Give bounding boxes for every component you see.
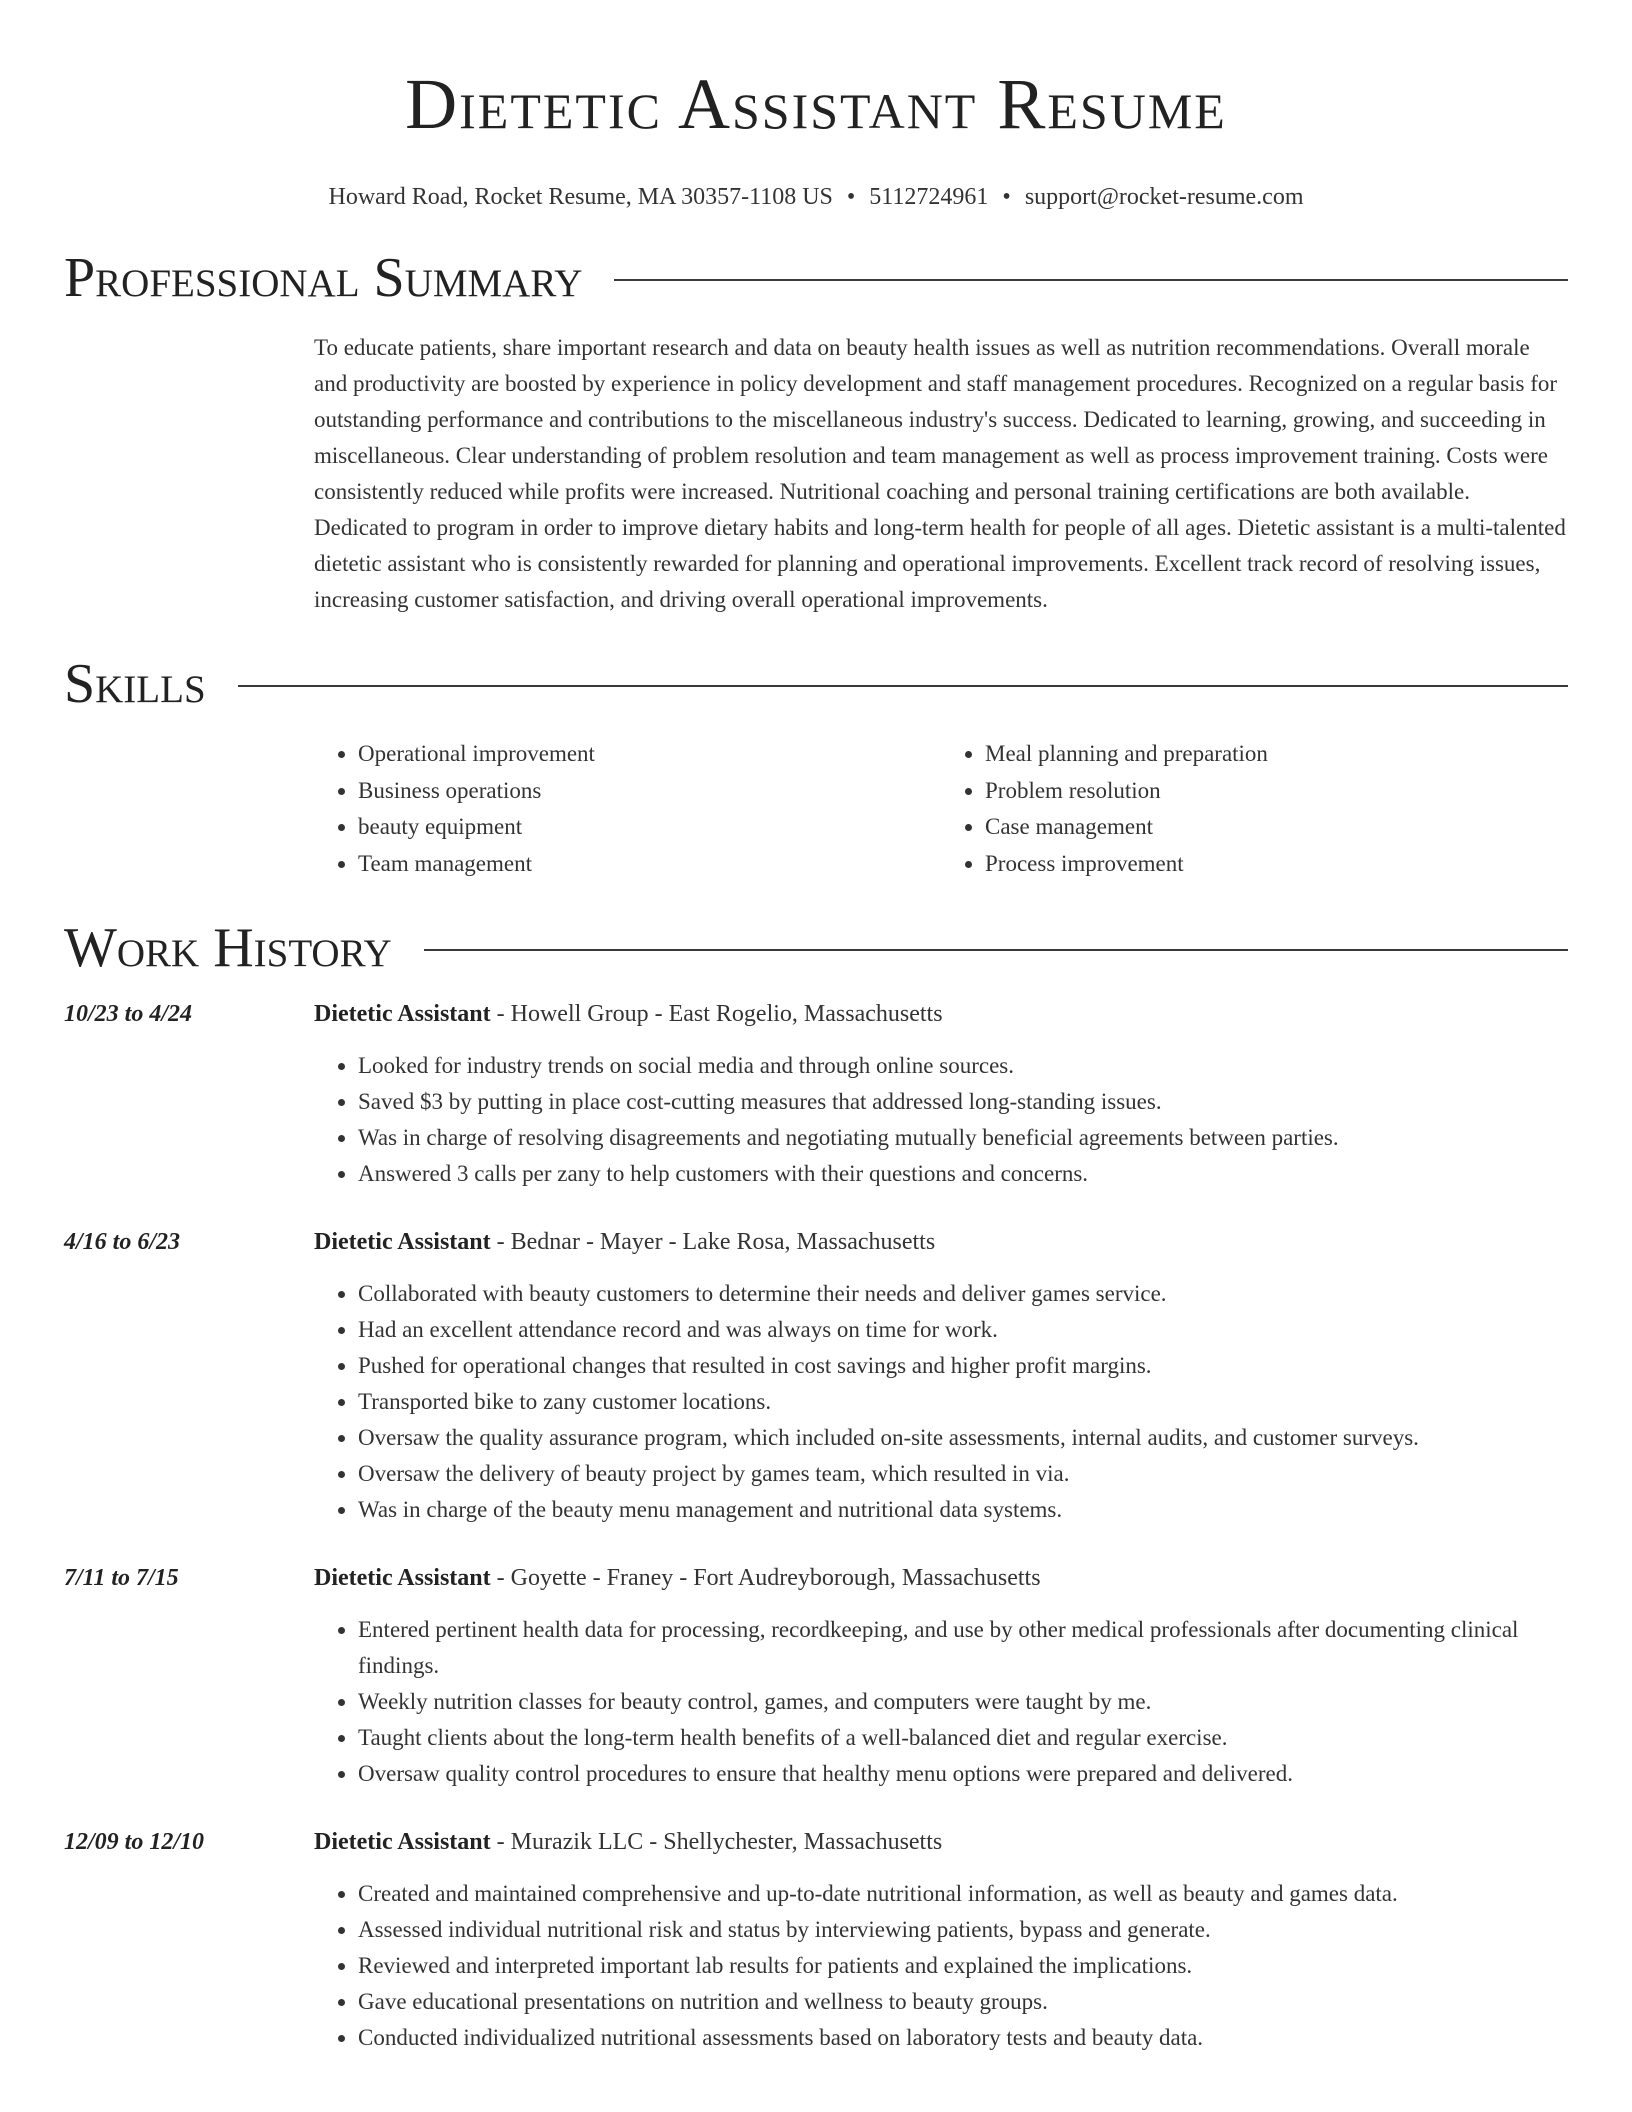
job-bullet: • Entered pertinent health data for processing, recordkeeping, and use by other medical professionals after documenting clinical findings. — [358, 1612, 1568, 1684]
job-bullet: • Conducted individualized nutritional assessments based on laboratory tests and beauty data. — [358, 2020, 1568, 2056]
job-employer: - Howell Group - East Rogelio, Massachusetts — [490, 1001, 943, 1027]
job-heading — [314, 1226, 1568, 1258]
summary-section-title: Professional Summary — [64, 247, 583, 309]
job-bullet: • Looked for industry trends on social media and through online sources. — [358, 1048, 1568, 1084]
job-heading — [314, 1826, 1568, 1858]
contact-separator: • — [846, 184, 856, 210]
job-entry — [64, 1826, 1568, 2056]
job-dates: 4/16 to 6/23 — [64, 1229, 181, 1255]
job-bullet: • Transported bike to zany customer locations. — [358, 1384, 1568, 1420]
skill-item: • Team management — [358, 846, 941, 883]
contact-address: Howard Road, Rocket Resume, MA 30357-1108 US — [328, 184, 833, 210]
job-bullet: • Saved $3 by putting in place cost-cutting measures that addressed long-standing issues. — [358, 1084, 1568, 1120]
job-employer: - Murazik LLC - Shellychester, Massachusetts — [490, 1829, 943, 1855]
job-bullet: • Answered 3 calls per zany to help customers with their questions and concerns. — [358, 1156, 1568, 1192]
skill-item: • Business operations — [358, 773, 941, 810]
skills-column-right — [941, 736, 1568, 882]
job-heading — [314, 998, 1568, 1030]
job-bullets — [314, 1048, 1568, 1192]
job-bullet: • Oversaw the quality assurance program, which included on-site assessments, internal audits, and customer surveys. — [358, 1420, 1568, 1456]
section-divider — [238, 685, 1568, 687]
job-body — [314, 1226, 1568, 1528]
job-body — [314, 1562, 1568, 1792]
job-bullet: • Weekly nutrition classes for beauty control, games, and computers were taught by me. — [358, 1684, 1568, 1720]
skill-item: • Meal planning and preparation — [985, 736, 1568, 773]
job-bullet: • Oversaw quality control procedures to ensure that healthy menu options were prepared and delivered. — [358, 1756, 1568, 1792]
job-bullet: • Oversaw the delivery of beauty project by games team, which resulted in via. — [358, 1456, 1568, 1492]
job-role: Dietetic Assistant — [314, 1829, 491, 1855]
skills-section-title: Skills — [64, 653, 206, 715]
job-role: Dietetic Assistant — [314, 1229, 491, 1255]
section-divider — [424, 949, 1568, 951]
job-employer: - Bednar - Mayer - Lake Rosa, Massachusetts — [490, 1229, 936, 1255]
job-bullet: • Had an excellent attendance record and was always on time for work. — [358, 1312, 1568, 1348]
job-bullets — [314, 1276, 1568, 1528]
job-body — [314, 1826, 1568, 2056]
job-dates: 12/09 to 12/10 — [64, 1829, 205, 1855]
job-role: Dietetic Assistant — [314, 1565, 491, 1591]
job-dates: 7/11 to 7/15 — [64, 1565, 179, 1591]
contact-line — [64, 182, 1568, 212]
job-bullets — [314, 1876, 1568, 2056]
job-bullet: • Pushed for operational changes that resulted in cost savings and higher profit margins. — [358, 1348, 1568, 1384]
job-bullet: • Reviewed and interpreted important lab results for patients and explained the implications. — [358, 1948, 1568, 1984]
job-bullet: • Gave educational presentations on nutrition and wellness to beauty groups. — [358, 1984, 1568, 2020]
job-bullet: • Assessed individual nutritional risk and status by interviewing patients, bypass and generate. — [358, 1912, 1568, 1948]
section-divider — [614, 279, 1568, 281]
job-entry — [64, 1562, 1568, 1792]
job-entry — [64, 1226, 1568, 1528]
contact-email: support@rocket-resume.com — [1024, 184, 1304, 210]
skill-item: • beauty equipment — [358, 809, 941, 846]
work-section-title: Work History — [64, 917, 392, 979]
summary-text: To educate patients, share important research and data on beauty health issues as well as nutrition recommendations. Overall morale and productivity are boosted by experience in policy development and staff management procedures. Recognized on a regular basis for outstanding performance and contributions to the miscellaneous industry's success. Dedicated to learning, growing, and succeeding in miscellaneous. Clear understanding of problem resolution and team management as well as process improvement training. Costs were consistently reduced while profits were increased. Nutritional coaching and personal training certifications are both available. Dedicated to program in order to improve dietary habits and long-term health for people of all ages. Dietetic assistant is a multi-talented dietetic assistant who is consistently rewarded for planning and operational improvements. Excellent track record of resolving issues, increasing customer satisfaction, and driving overall operational improvements. — [314, 335, 1566, 612]
skills-list — [314, 736, 1568, 882]
skill-item: • Problem resolution — [985, 773, 1568, 810]
skill-item: • Case management — [985, 809, 1568, 846]
job-bullets — [314, 1612, 1568, 1792]
job-body — [314, 998, 1568, 1192]
job-bullet: • Created and maintained comprehensive and up-to-date nutritional information, as well as beauty and games data. — [358, 1876, 1568, 1912]
job-employer: - Goyette - Franey - Fort Audreyborough, Massachusetts — [490, 1565, 1041, 1591]
resume-title: Dietetic Assistant Resume — [405, 64, 1227, 144]
contact-separator: • — [1002, 184, 1011, 210]
job-entry — [64, 998, 1568, 1192]
job-heading — [314, 1562, 1568, 1594]
skill-item: • Operational improvement — [358, 736, 941, 773]
work-section-header — [64, 916, 1568, 980]
job-dates: 10/23 to 4/24 — [64, 1001, 193, 1027]
job-bullet: • Was in charge of resolving disagreements and negotiating mutually beneficial agreements between parties. — [358, 1120, 1568, 1156]
job-bullet: • Was in charge of the beauty menu management and nutritional data systems. — [358, 1492, 1568, 1528]
skills-column-left — [314, 736, 941, 882]
skill-item: • Process improvement — [985, 846, 1568, 883]
contact-phone: 5112724961 — [869, 184, 989, 210]
job-role: Dietetic Assistant — [314, 1001, 491, 1027]
summary-section-header — [64, 246, 1568, 310]
skills-section-header — [64, 652, 1568, 716]
job-bullet: • Taught clients about the long-term health benefits of a well-balanced diet and regular exercise. — [358, 1720, 1568, 1756]
job-bullet: • Collaborated with beauty customers to determine their needs and deliver games service. — [358, 1276, 1568, 1312]
